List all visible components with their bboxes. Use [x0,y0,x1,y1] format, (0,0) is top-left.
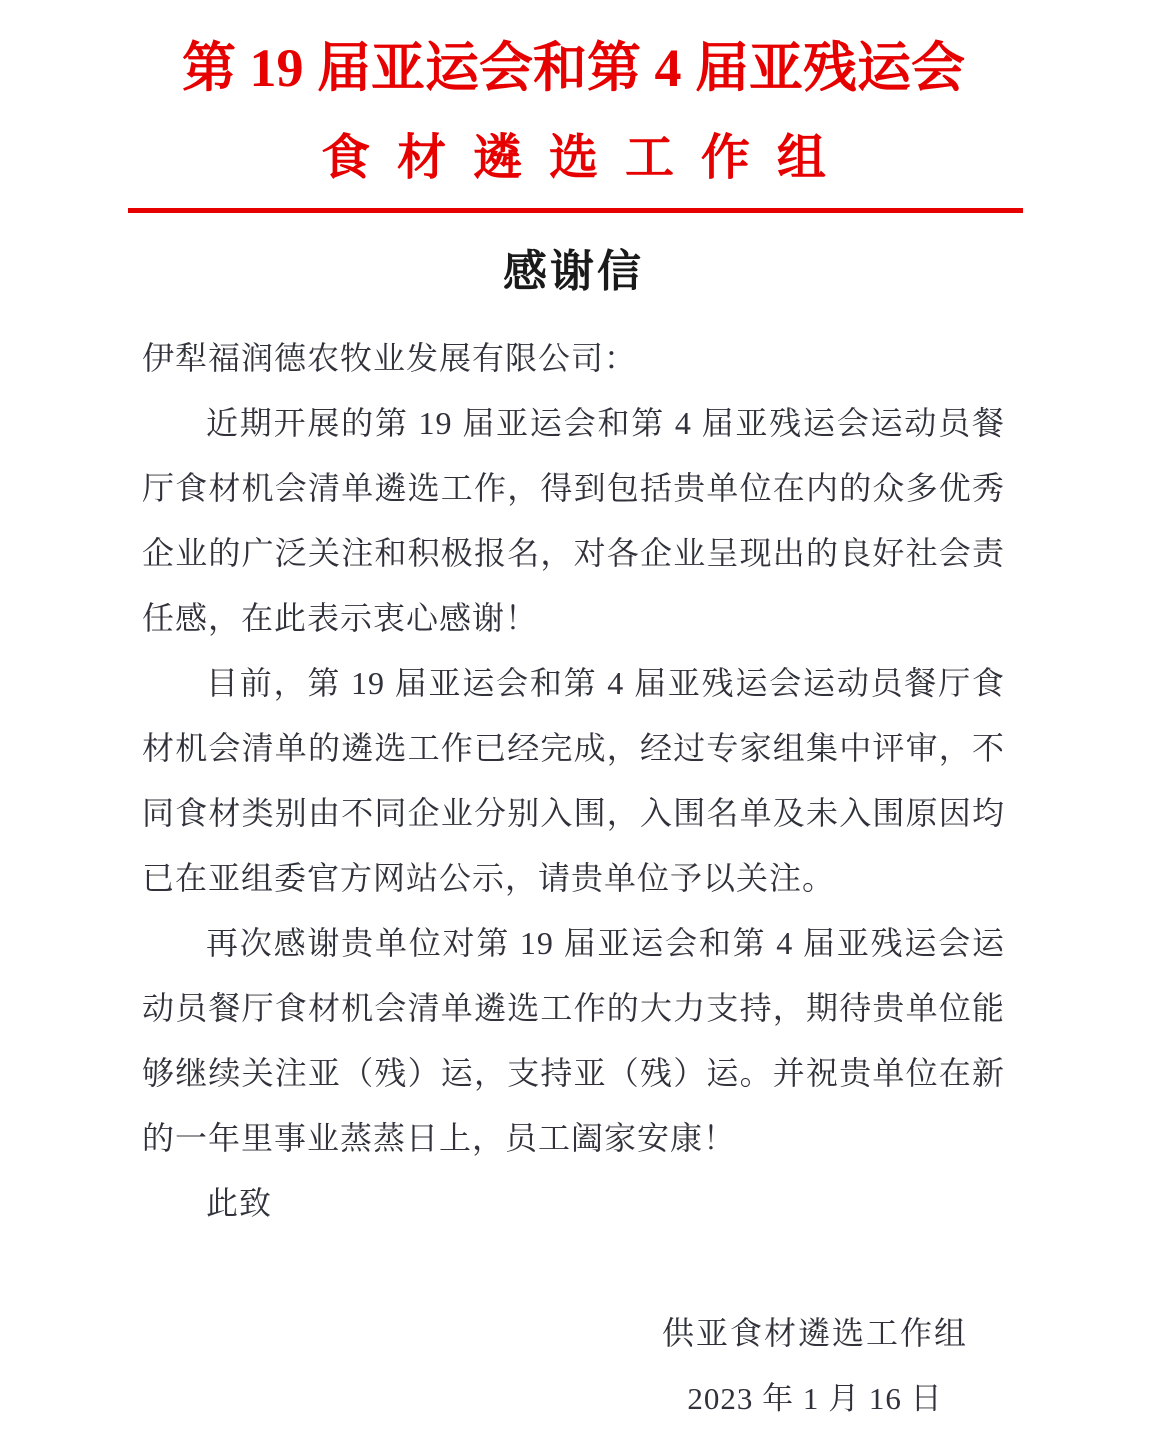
signature-block [662,1301,968,1431]
closing-phrase: 此致 [206,1185,273,1221]
signature-date: 2023 年 1 月 16 日 [687,1381,943,1416]
letterhead-title-line2: 食材遴选工作组 [321,130,853,185]
letterhead-title-line1: 第 19 届亚运会和第 4 届亚残运会 [182,38,965,98]
paragraph-2: 目前，第 19 届亚运会和第 4 届亚残运会运动员餐厅食材机会清单的遴选工作已经完成，经过专家组集中评审，不同食材类别由不同企业分别入围，入围名单及未入围原因均已在亚组委官方网站公示，请贵单位予以关注。 [142,665,1005,896]
letter-body [142,245,1005,1431]
paragraph-3: 再次感谢贵单位对第 19 届亚运会和第 4 届亚残运会运动员餐厅食材机会清单遴选工作的大力支持，期待贵单位能够继续关注亚（残）运，支持亚（残）运。并祝贵单位在新的一年里事业蒸蒸日上，员工阖家安康！ [142,925,1005,1156]
salutation: 伊犁福润德农牧业发展有限公司： [142,340,638,376]
letterhead [142,36,1005,213]
paragraph-1: 近期开展的第 19 届亚运会和第 4 届亚残运会运动员餐厅食材机会清单遴选工作，得到包括贵单位在内的众多优秀企业的广泛关注和积极报名，对各企业呈现出的良好社会责任感，在此表示衷心感谢！ [142,405,1005,636]
letterhead-rule [128,208,1023,213]
signature-org: 供亚食材遴选工作组 [661,1315,968,1351]
letter-title: 感谢信 [503,247,644,296]
